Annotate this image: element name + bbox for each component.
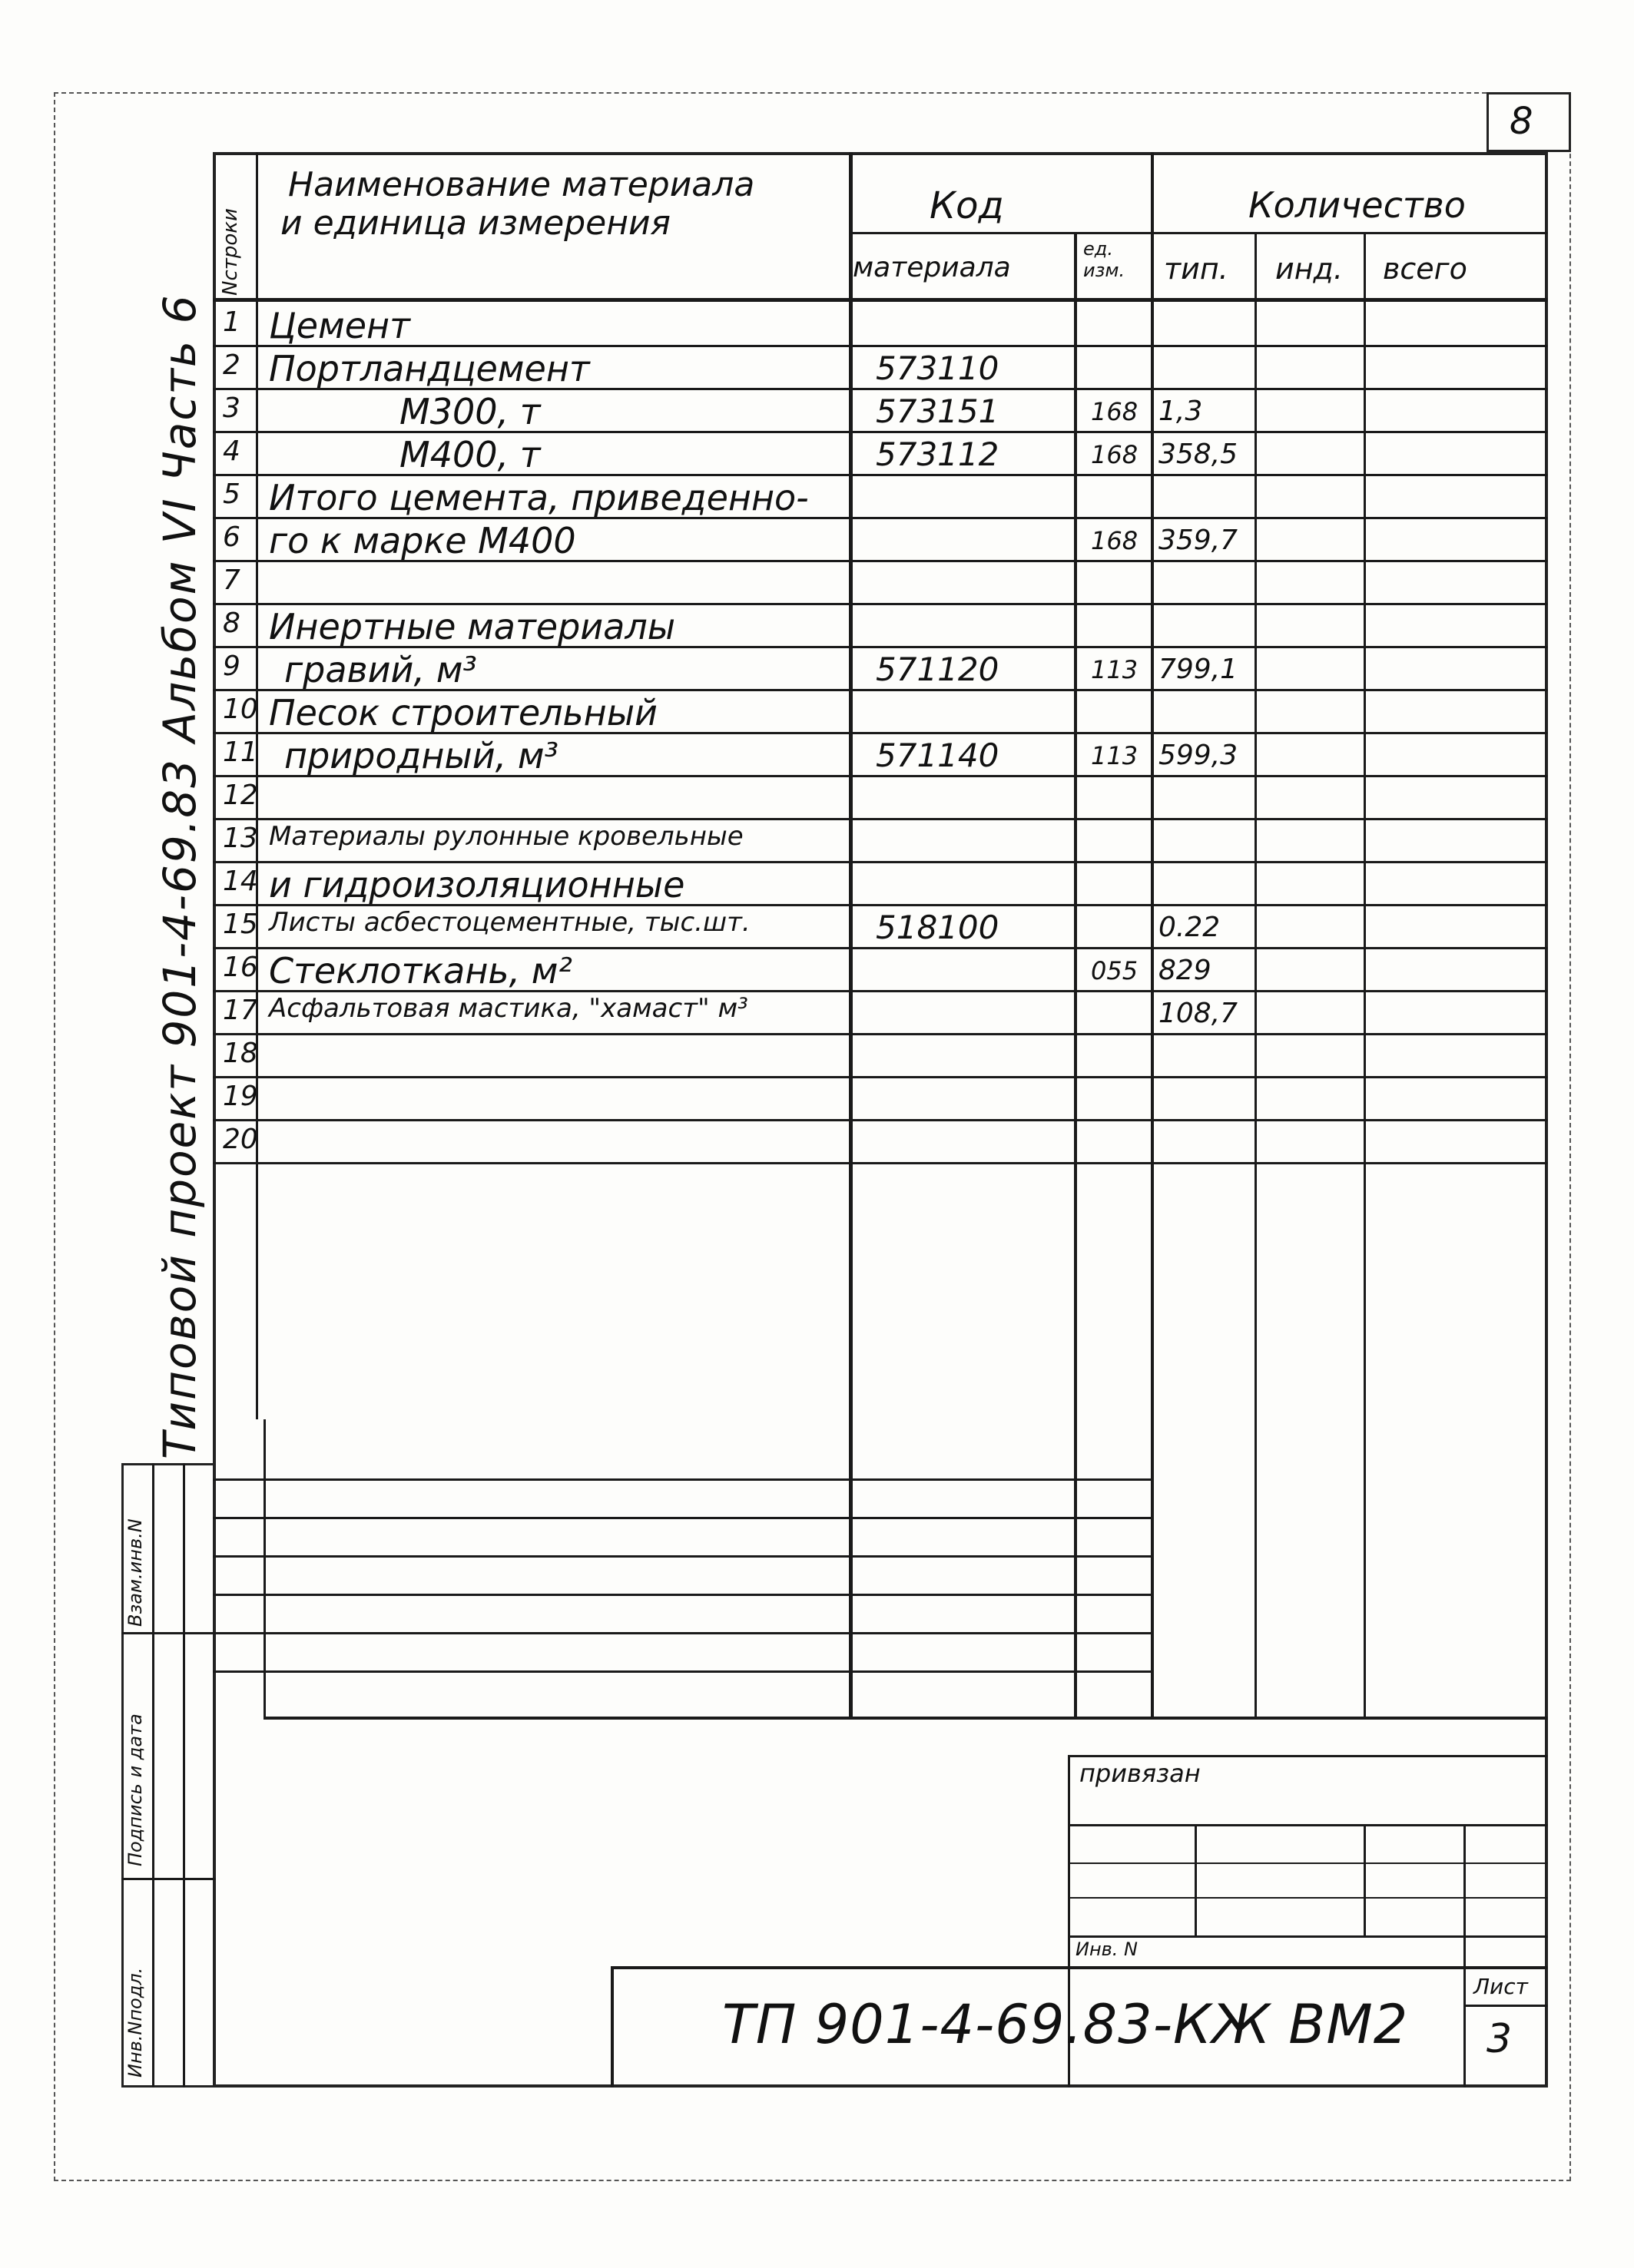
row-name: и гидроизоляционные: [269, 864, 685, 906]
row-code: 573151: [876, 392, 999, 430]
row-name: Цемент: [269, 305, 410, 346]
stamp-list-label: Лист: [1473, 1974, 1528, 1999]
row-typ: 0.22: [1158, 912, 1221, 943]
row-line: [213, 861, 1548, 863]
stamp-inv-n: Инв. N: [1076, 1939, 1138, 1960]
row-name: Инертные материалы: [269, 606, 676, 647]
row-name: Стеклоткань, м²: [269, 950, 572, 992]
row-line: [213, 947, 1548, 949]
row-number: 1: [223, 306, 240, 338]
stamp-privyazan: привязан: [1079, 1759, 1201, 1788]
row-typ: 1,3: [1158, 396, 1203, 427]
header-code-unit: ед. изм.: [1083, 238, 1125, 281]
row-number: 14: [223, 866, 258, 897]
row-code: 571140: [876, 737, 999, 774]
side-stamp-podpis-data: Подпись и дата: [124, 1713, 146, 1866]
row-code: 573110: [876, 349, 999, 387]
stamp-doc-code: ТП 901-4-69.83-КЖ ВМ2: [722, 1993, 1409, 2056]
row-number: 17: [223, 995, 258, 1026]
row-unit: 168: [1091, 440, 1138, 469]
header-qty-typ: тип.: [1164, 252, 1228, 286]
row-number: 13: [223, 823, 258, 854]
row-unit: 113: [1091, 741, 1138, 770]
col-line-code: [1074, 232, 1077, 1719]
row-name: Портландцемент: [269, 348, 590, 389]
row-typ: 108,7: [1158, 998, 1238, 1029]
header-name-line1: Наименование материала: [288, 165, 755, 204]
side-stamp-vzam-inv: Взам.инв.N: [124, 1518, 146, 1627]
stamp-title-top-line: [611, 1966, 1548, 1969]
row-unit: 168: [1091, 397, 1138, 426]
col-line-name: [849, 152, 853, 1719]
row-number: 4: [223, 435, 240, 467]
row-name: природный, м³: [284, 735, 558, 776]
row-number: 18: [223, 1038, 258, 1069]
sheet-number-top: 8: [1510, 100, 1533, 143]
header-qty: Количество: [1248, 184, 1466, 226]
header-code-material: материала: [853, 252, 1011, 283]
stamp-list-number: 3: [1487, 2016, 1513, 2062]
row-name: М300, т: [399, 391, 541, 432]
header-code: Код: [930, 184, 1004, 227]
header-row-no: Nстроки: [219, 208, 242, 296]
row-code: 518100: [876, 909, 999, 946]
row-number: 6: [223, 521, 240, 553]
row-number: 3: [223, 392, 240, 424]
header-name-line2: и единица измерения: [280, 204, 671, 243]
side-stamp-inv-podl: Инв.Nподл.: [124, 1967, 146, 2078]
row-number: 16: [223, 952, 258, 983]
row-number: 12: [223, 780, 258, 811]
col-line-ind: [1364, 232, 1366, 1719]
row-number: 11: [223, 737, 258, 768]
col-line-unit: [1151, 152, 1154, 1719]
col-line-typ: [1255, 232, 1257, 1719]
row-number: 8: [223, 608, 240, 639]
row-name: Итого цемента, приведенно-: [269, 477, 809, 518]
row-line: [213, 1033, 1548, 1035]
row-line: [213, 603, 1548, 605]
row-unit: 168: [1091, 526, 1138, 555]
row-name: Асфальтовая мастика, "хамаст" м³: [269, 993, 748, 1024]
row-name: Листы асбестоцементные, тыс.шт.: [269, 907, 751, 938]
row-name: гравий, м³: [284, 649, 477, 690]
row-name: Песок строительный: [269, 692, 658, 733]
row-name: Материалы рулонные кровельные: [269, 821, 744, 852]
row-name: М400, т: [399, 434, 541, 475]
row-line: [213, 345, 1548, 347]
header-qty-ind: инд.: [1275, 252, 1343, 286]
side-title: Типовой проект 901-4-69.83 Альбом VI Часть 6: [154, 293, 206, 1459]
row-typ: 358,5: [1158, 439, 1238, 470]
row-line: [213, 1076, 1548, 1078]
row-number: 5: [223, 478, 240, 510]
row-unit: 113: [1091, 655, 1138, 684]
row-number: 19: [223, 1081, 258, 1112]
row-unit: 055: [1091, 956, 1138, 985]
row-name: го к марке М400: [269, 520, 576, 561]
row-number: 20: [223, 1124, 258, 1155]
stamp-top-line: [1068, 1755, 1548, 1757]
row-number: 15: [223, 909, 258, 940]
row-typ: 829: [1158, 955, 1211, 986]
row-line: [213, 818, 1548, 820]
row-typ: 359,7: [1158, 525, 1238, 556]
header-qty-total: всего: [1383, 252, 1467, 286]
row-number: 9: [223, 651, 240, 682]
row-code: 573112: [876, 435, 999, 473]
row-number: 7: [223, 565, 240, 596]
row-line: [213, 1162, 1548, 1164]
row-typ: 799,1: [1158, 654, 1238, 685]
row-line: [213, 1119, 1548, 1121]
row-number: 2: [223, 349, 240, 381]
row-code: 571120: [876, 651, 999, 688]
col-line-name-lower: [263, 1419, 266, 1719]
row-typ: 599,3: [1158, 740, 1238, 771]
header-bottom-line: [213, 298, 1548, 302]
row-number: 10: [223, 694, 258, 725]
